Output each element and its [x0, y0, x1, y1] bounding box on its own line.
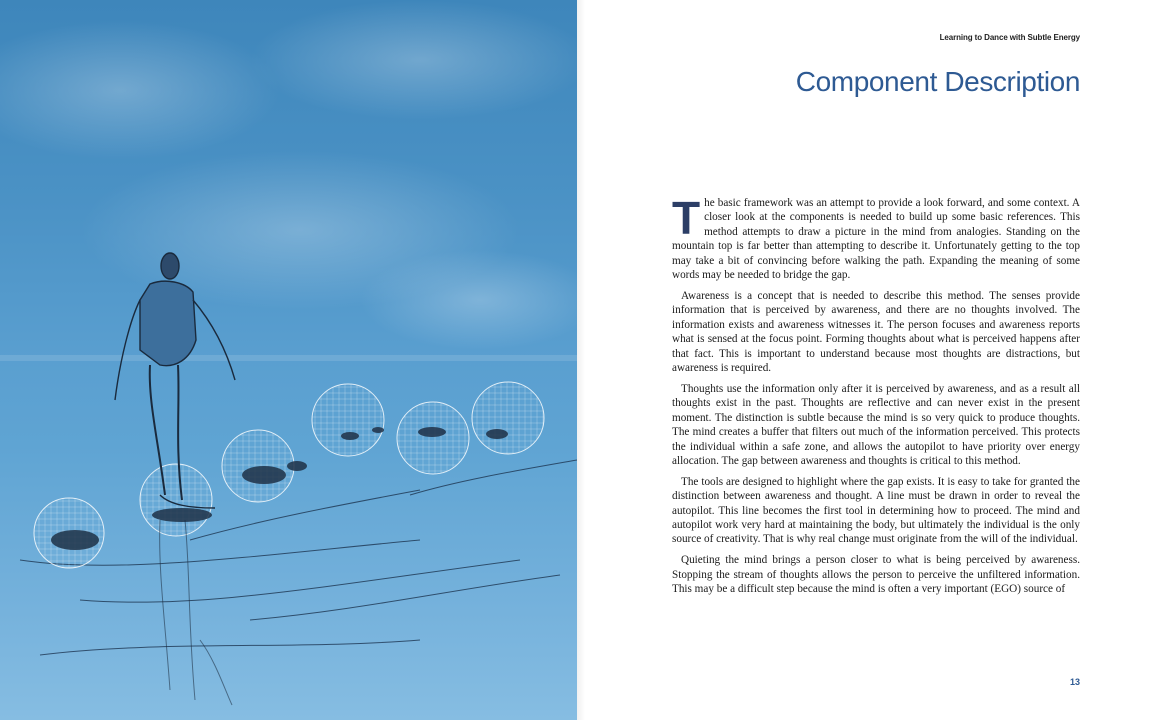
chapter-title: Component Description [795, 66, 1080, 97]
energy-orbs [34, 382, 544, 568]
paragraph-1 [672, 192, 1080, 282]
running-header: Learning to Dance with Subtle Energy [939, 33, 1080, 42]
paragraph-1-text: he basic framework was an attempt to provide a look forward, and some context. A closer look at the components is needed to build up some basic references. This method attempts to draw a picture in the mind from analogies. Standing on the mountain top is far better than attempting to describe it. Unfortunately getting to the top may take a bit of convincing before walking the path. Expanding the meaning of some words may be needed to bridge the gap. [672, 197, 1080, 282]
text-page [585, 0, 1152, 720]
body-text [672, 192, 1080, 603]
page-number: 13 [1069, 677, 1080, 687]
drop-cap: T [672, 192, 701, 244]
paragraph-2: Awareness is a concept that is needed to describe this method. The senses provide information that is perceived by awareness, and there are no thoughts involved. The information exists and awareness witnesses it. The person focuses and awareness reports what is sensed at the focus point. Forming thoughts about what is perceived happens after that fact. This is important to understand because most thoughts are distractions, but awareness is required. [672, 289, 1080, 374]
paragraph-4: The tools are designed to highlight where the gap exists. It is easy to take for granted the distinction between awareness and thought. A line must be drawn in order to reveal the autopilot. This line becomes the first tool in determining how to proceed. The mind and autopilot work very hard at maintaining the body, but ultimately the individual is the only source of creativity. That is why real change must originate from the will of the individual. [672, 475, 1080, 546]
paragraph-3: Thoughts use the information only after it is perceived by awareness, and as a result all thoughts exist in the past. Thoughts are reflective and can never exist in the present moment. The distinction is subtle because the mind is so very quick to produce thoughts. The mind creates a buffer that filters out much of the information perceived. This protects the individual within a safe zone, and allows the autopilot to have priority over energy allocation. The gap between awareness and thoughts is critical to this method. [672, 382, 1080, 467]
book-gutter [577, 0, 585, 720]
paragraph-5: Quieting the mind brings a person closer to what is being perceived by awareness. Stopping the stream of thoughts allows the person to perceive the unfiltered information. This may be a difficult step because the mind is often a very important (EGO) source of [672, 554, 1080, 596]
